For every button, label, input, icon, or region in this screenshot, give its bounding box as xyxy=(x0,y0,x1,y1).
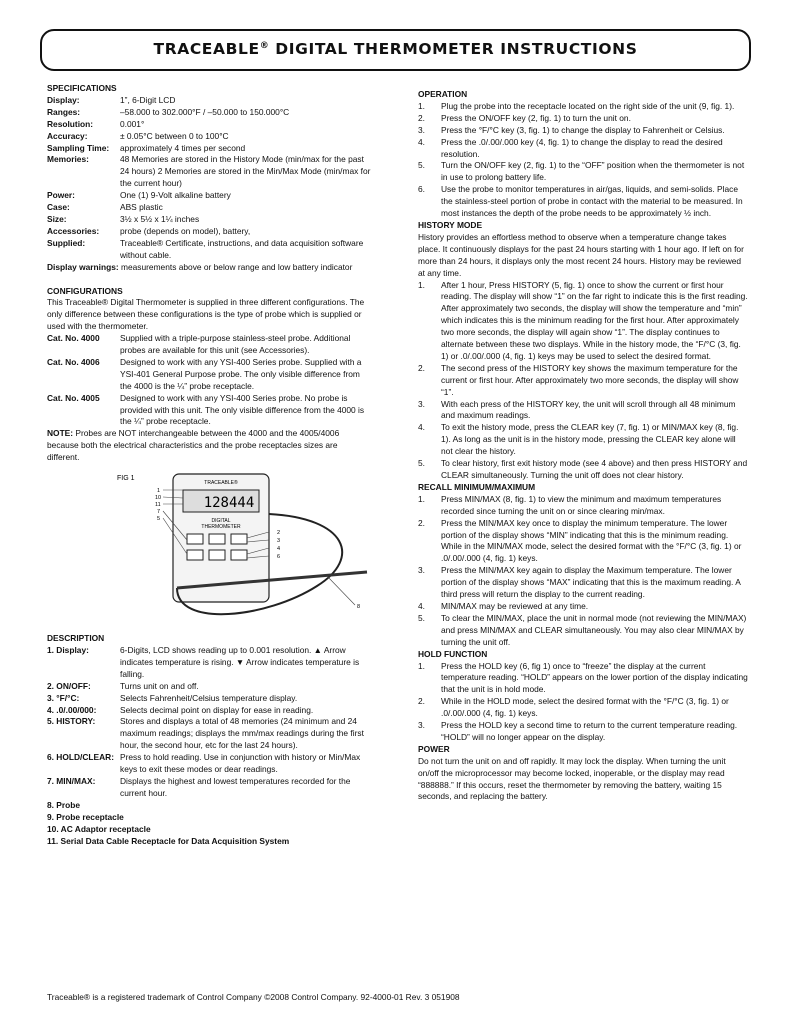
face-line-1: DIGITAL xyxy=(211,518,231,525)
history-item xyxy=(418,399,748,423)
recall-text: To clear the MIN/MAX, place the unit in normal mode (not reviewing the MIN/MAX) and press MIN/MAX and CLEAR simultaneously. You may also clear MIN/MAX by turning the unit off. xyxy=(441,612,747,647)
operation-number: 1. xyxy=(418,100,425,111)
history-number: 5. xyxy=(418,458,425,469)
desc-row xyxy=(47,716,371,752)
left-column xyxy=(47,83,371,847)
spec-value: Traceable® Certificate, instructions, and data acquisition software without cable. xyxy=(120,237,364,260)
operation-list xyxy=(418,101,748,220)
key-2 xyxy=(209,534,225,544)
operation-number: 2. xyxy=(418,112,425,123)
spec-value: probe (depends on model), battery, xyxy=(120,225,251,236)
config-key: Cat. No. 4005 xyxy=(47,392,100,403)
desc-value: Press to hold reading. Use in conjunction with history or Min/Max keys to exit these modes or dear readings. xyxy=(120,752,361,775)
recall-item xyxy=(418,601,748,613)
thermometer-diagram xyxy=(117,468,377,633)
operation-item xyxy=(418,101,748,113)
spec-row xyxy=(47,107,371,119)
fig-label: FIG 1 xyxy=(117,475,135,483)
title-box xyxy=(40,29,751,71)
key-3 xyxy=(231,534,247,544)
history-text: After 1 hour, Press HISTORY (5, fig. 1) once to show the current or first hour reading. The display will show “1” on the far right to indicate this is the first reading. After approximately two seconds, the display will show the temperature and “min” which indicates this is the minimum reading for the first hour. After approximately two more seconds, the display will again show “1”. The display continues to alternate between these two displays. While in the history mode, the “F/°C (3, fig. 1) or .0/.00/.000 (4, fig. 1) keys may be used to select the desired format. xyxy=(441,279,748,361)
desc-key: 4. .0/.00/000: xyxy=(47,704,97,715)
config-row xyxy=(47,333,371,357)
spec-row xyxy=(47,226,371,238)
recall-item xyxy=(418,613,748,649)
operation-text: Press the °F/°C key (3, fig. 1) to change the display to Fahrenheit or Celsius. xyxy=(441,124,725,135)
recall-text: Press MIN/MAX (8, fig. 1) to view the minimum and maximum temperatures recorded since turning the unit on or since clearing min/max. xyxy=(441,493,722,516)
spec-value: ± 0.05°C between 0 to 100°C xyxy=(120,130,229,141)
operation-heading: OPERATION xyxy=(418,89,468,99)
recall-text: Press the MIN/MAX key again to display the Maximum temperature. The lower portion of the display shows “MAX” indicating that this is the maximum reading. A third press will return the display to the current reading. xyxy=(441,565,741,600)
config-list xyxy=(47,333,371,428)
callout-6: 6 xyxy=(277,554,281,561)
history-text: The second press of the HISTORY key shows the maximum temperature for the current or first hour. After approximately two more seconds, the display will show “1”. xyxy=(441,362,739,397)
history-heading: HISTORY MODE xyxy=(418,219,483,230)
recall-number: 5. xyxy=(418,612,425,623)
callout-7: 7 xyxy=(157,509,161,516)
config-key: Cat. No. 4006 xyxy=(47,356,100,367)
spec-value: 1”, 6-Digit LCD xyxy=(120,94,176,105)
desc-value: Stores and displays a total of 48 memories (24 minimum and 24 maximum readings; displays the mm/max readings during the first hour, the second hour, etc for the last 24 hours). xyxy=(120,716,364,751)
history-item xyxy=(418,458,748,482)
desc-row xyxy=(47,705,371,717)
recall-number: 4. xyxy=(418,600,425,611)
operation-text: Use the probe to monitor temperatures in air/gas, liquids, and semi-solids. Place the stainless-steel portion of probe in contact with the material to be measured. In most instances the depth of the probe needs to be approximately ½ inch. xyxy=(441,184,743,219)
hold-text: Press the HOLD key a second time to return to the current temperature reading. “HOLD” will no longer appear on the display. xyxy=(441,720,738,742)
hold-text: Press the HOLD key (6, fig 1) once to “freeze” the display at the current temperature reading. “HOLD” appears on the lower portion of the display indicating that the unit is in hold mode. xyxy=(441,660,748,695)
key-6 xyxy=(231,550,247,560)
spec-value: –58.000 to 302.000°F / –50.000 to 150.000°C xyxy=(120,106,290,117)
desc-extra-item: 11. Serial Data Cable Receptacle for Data Acquisition System xyxy=(47,835,290,846)
spec-key: Accuracy: xyxy=(47,130,88,141)
config-row xyxy=(47,393,371,429)
config-row xyxy=(47,357,371,393)
footer: Traceable® is a registered trademark of Control Company ©2008 Control Company. 92-4000-01 Rev. 3 051908 xyxy=(47,992,460,1002)
spec-key: Supplied: xyxy=(47,237,86,248)
spec-value: approximately 4 times per second xyxy=(120,142,246,153)
power-heading: POWER xyxy=(418,743,450,754)
config-heading: CONFIGURATIONS xyxy=(47,285,123,296)
hold-list xyxy=(418,661,748,744)
spec-row xyxy=(47,202,371,214)
operation-item xyxy=(418,184,748,220)
spec-key: Memories: xyxy=(47,154,89,165)
spec-key: Display: xyxy=(47,94,80,105)
lcd-reading: 128444 xyxy=(203,495,255,512)
operation-item xyxy=(418,125,748,137)
desc-row xyxy=(47,693,371,705)
operation-text: Press the ON/OFF key (2, fig. 1) to turn the unit on. xyxy=(441,112,631,123)
desc-row xyxy=(47,776,371,800)
callout-3: 3 xyxy=(277,538,281,545)
history-list xyxy=(418,280,748,482)
specs-list xyxy=(47,95,371,262)
callout-5: 5 xyxy=(157,516,161,523)
spec-row xyxy=(47,214,371,226)
recall-text: Press the MIN/MAX key once to display the minimum temperature. The lower portion of the display shows “MIN” indicating that this is the minimum reading. While in the MIN/MAX mode, select the desired format with the °F/°C (3, fig. 1) or .0/.00/.000 (4, fig. 1) keys. xyxy=(441,517,742,564)
recall-list xyxy=(418,494,748,649)
spec-key: Ranges: xyxy=(47,106,81,117)
history-text: With each press of the HISTORY key, the unit will scroll through all 48 minimum and maximum readings. xyxy=(441,398,736,421)
recall-heading: RECALL MINIMUM/MAXIMUM xyxy=(418,481,536,492)
hold-number: 2. xyxy=(418,696,425,707)
hold-number: 3. xyxy=(418,720,425,731)
face-line-2: THERMOMETER xyxy=(201,524,241,531)
desc-value: Displays the highest and lowest temperatures recorded for the current hour. xyxy=(120,775,351,798)
spec-key: Accessories: xyxy=(47,225,100,236)
operation-text: Plug the probe into the receptacle located on the right side of the unit (9, fig. 1). xyxy=(441,100,735,111)
spec-value: One (1) 9-Volt alkaline battery xyxy=(120,190,231,201)
recall-number: 3. xyxy=(418,565,425,576)
right-column xyxy=(418,83,748,803)
callout-2: 2 xyxy=(277,530,281,537)
operation-number: 4. xyxy=(418,136,425,147)
desc-key: 5. HISTORY: xyxy=(47,716,96,727)
spec-row xyxy=(47,190,371,202)
spec-key: Case: xyxy=(47,202,70,213)
history-item xyxy=(418,422,748,458)
history-number: 4. xyxy=(418,422,425,433)
spec-row xyxy=(47,154,371,190)
display-warnings: Display warnings: measurements above or below range and low battery indicator xyxy=(47,261,353,272)
desc-key: 1. Display: xyxy=(47,645,89,655)
spec-row xyxy=(47,131,371,143)
callout-4: 4 xyxy=(277,546,281,553)
recall-number: 2. xyxy=(418,517,425,528)
spec-key: Sampling Time: xyxy=(47,142,110,153)
spec-key: Size: xyxy=(47,213,67,224)
history-intro: History provides an effortless method to observe when a temperature change takes place. It continuously displays for the past 24 hours starting with 1 hour ago. If left on for more than 24 hours, it displays only the most recent 24 hours. History may be reviewed at any time. xyxy=(418,231,744,278)
config-note: NOTE: Probes are NOT interchangeable between the 4000 and the 4005/4006 because both the electrical characteristics and the probe receptacles sizes are different. xyxy=(47,428,340,463)
config-intro: This Traceable® Digital Thermometer is supplied in three different configurations. The only difference between these configurations is the type of probe which is supplied or used with the thermometer. xyxy=(47,297,365,332)
spec-value: 0.001° xyxy=(120,118,145,129)
hold-item xyxy=(418,720,748,744)
spec-value: 48 Memories are stored in the History Mode (min/max for the past 24 hours) 2 Memories are stored in the Min/Max Mode (min/max for the current hour) xyxy=(120,154,371,189)
recall-item xyxy=(418,494,748,518)
callout-11: 11 xyxy=(155,502,161,509)
spec-row xyxy=(47,95,371,107)
callout-8: 8 xyxy=(357,604,361,611)
description-list xyxy=(47,645,371,800)
history-number: 2. xyxy=(418,362,425,373)
spec-row xyxy=(47,143,371,155)
figure-1 xyxy=(117,468,377,633)
recall-item xyxy=(418,565,748,601)
callout-10: 10 xyxy=(155,495,162,502)
recall-number: 1. xyxy=(418,493,425,504)
hold-number: 1. xyxy=(418,660,425,671)
config-value: Supplied with a triple-purpose stainless-steel probe. Additional probes are available for this unit (see Accessories). xyxy=(120,333,351,356)
history-item xyxy=(418,363,748,399)
key-5 xyxy=(209,550,225,560)
desc-row xyxy=(47,645,371,681)
desc-row xyxy=(47,681,371,693)
desc-key: 3. °F/°C: xyxy=(47,692,80,703)
operation-number: 6. xyxy=(418,184,425,195)
desc-value: Selects Fahrenheit/Celsius temperature display. xyxy=(120,692,298,703)
history-number: 3. xyxy=(418,398,425,409)
page-title: TRACEABLE® DIGITAL THERMOMETER INSTRUCTIONS xyxy=(153,40,638,59)
desc-value: 6-Digits, LCD shows reading up to 0.001 resolution. ▲ Arrow indicates temperature is rising. ▼ Arrow indicates temperature is falling. xyxy=(120,645,360,679)
operation-item xyxy=(418,113,748,125)
key-1 xyxy=(187,534,203,544)
operation-number: 3. xyxy=(418,124,425,135)
operation-number: 5. xyxy=(418,160,425,171)
spec-key: Resolution: xyxy=(47,118,94,129)
description-extra xyxy=(47,800,371,848)
spec-value: 3½ x 5½ x 1¼ inches xyxy=(120,213,200,224)
spec-key: Power: xyxy=(47,190,75,201)
desc-value: Turns unit on and off. xyxy=(120,680,199,691)
history-number: 1. xyxy=(418,279,425,290)
operation-item xyxy=(418,160,748,184)
history-text: To exit the history mode, press the CLEAR key (7, fig. 1) or MIN/MAX key (8, fig. 1). As long as the unit is in the history mode, pressing the CLEAR key alone will not clear the history. xyxy=(441,422,739,457)
desc-key: 2. ON/OFF: xyxy=(47,680,91,691)
config-value: Designed to work with any YSI-400 Series probe. Supplied with a YSI-401 General Purpose probe. The only visible difference from the 4000 is the ¼” probe receptacle. xyxy=(120,356,362,391)
recall-item xyxy=(418,518,748,566)
desc-key: 7. MIN/MAX: xyxy=(47,775,96,786)
key-4 xyxy=(187,550,203,560)
specs-heading: SPECIFICATIONS xyxy=(47,83,117,93)
spec-row xyxy=(47,119,371,131)
spec-value: ABS plastic xyxy=(120,202,163,213)
hold-item xyxy=(418,696,748,720)
desc-key: 6. HOLD/CLEAR: xyxy=(47,752,114,763)
hold-heading: HOLD FUNCTION xyxy=(418,648,488,659)
callout-1: 1 xyxy=(157,488,161,495)
desc-extra-item: 8. Probe xyxy=(47,799,81,810)
hold-text: While in the HOLD mode, select the desired format with the °F/°C (3, fig. 1) or .0/.00/.000 (4, fig. 1) keys. xyxy=(441,696,729,719)
desc-row xyxy=(47,752,371,776)
desc-value: Selects decimal point on display for ease in reading. xyxy=(120,704,314,715)
history-text: To clear history, first exit history mode (see 4 above) and then press HISTORY and CLEAR simultaneously. Turning the unit off does not clear history. xyxy=(441,458,748,480)
spec-row xyxy=(47,238,371,262)
config-value: Designed to work with any YSI-400 Series probe. No probe is provided with this unit. The only visible difference from the 4000 is the ¼” probe receptacle. xyxy=(120,392,365,427)
desc-extra-item: 10. AC Adaptor receptacle xyxy=(47,823,151,834)
history-item xyxy=(418,280,748,363)
config-key: Cat. No. 4000 xyxy=(47,333,100,344)
recall-text: MIN/MAX may be reviewed at any time. xyxy=(441,600,589,611)
power-text: Do not turn the unit on and off rapidly. It may lock the display. When turning the unit on/off the microprocessor may become locked, inoperable, or the display may read “888888.” If this occurs, reset the thermometer by removing the battery, waiting 15 seconds, and replacing the battery. xyxy=(418,755,726,802)
operation-item xyxy=(418,137,748,161)
operation-text: Turn the ON/OFF key (2, fig. 1) to the “OFF” position when the thermometer is not in use to prolong battery life. xyxy=(441,160,745,183)
desc-extra-item: 9. Probe receptacle xyxy=(47,811,124,822)
brand-text: TRACEABLE® xyxy=(204,480,238,487)
hold-item xyxy=(418,661,748,697)
description-heading: DESCRIPTION xyxy=(47,633,105,644)
operation-text: Press the .0/.00/.000 key (4, fig. 1) to change the display to read the desired resolution. xyxy=(441,136,723,159)
